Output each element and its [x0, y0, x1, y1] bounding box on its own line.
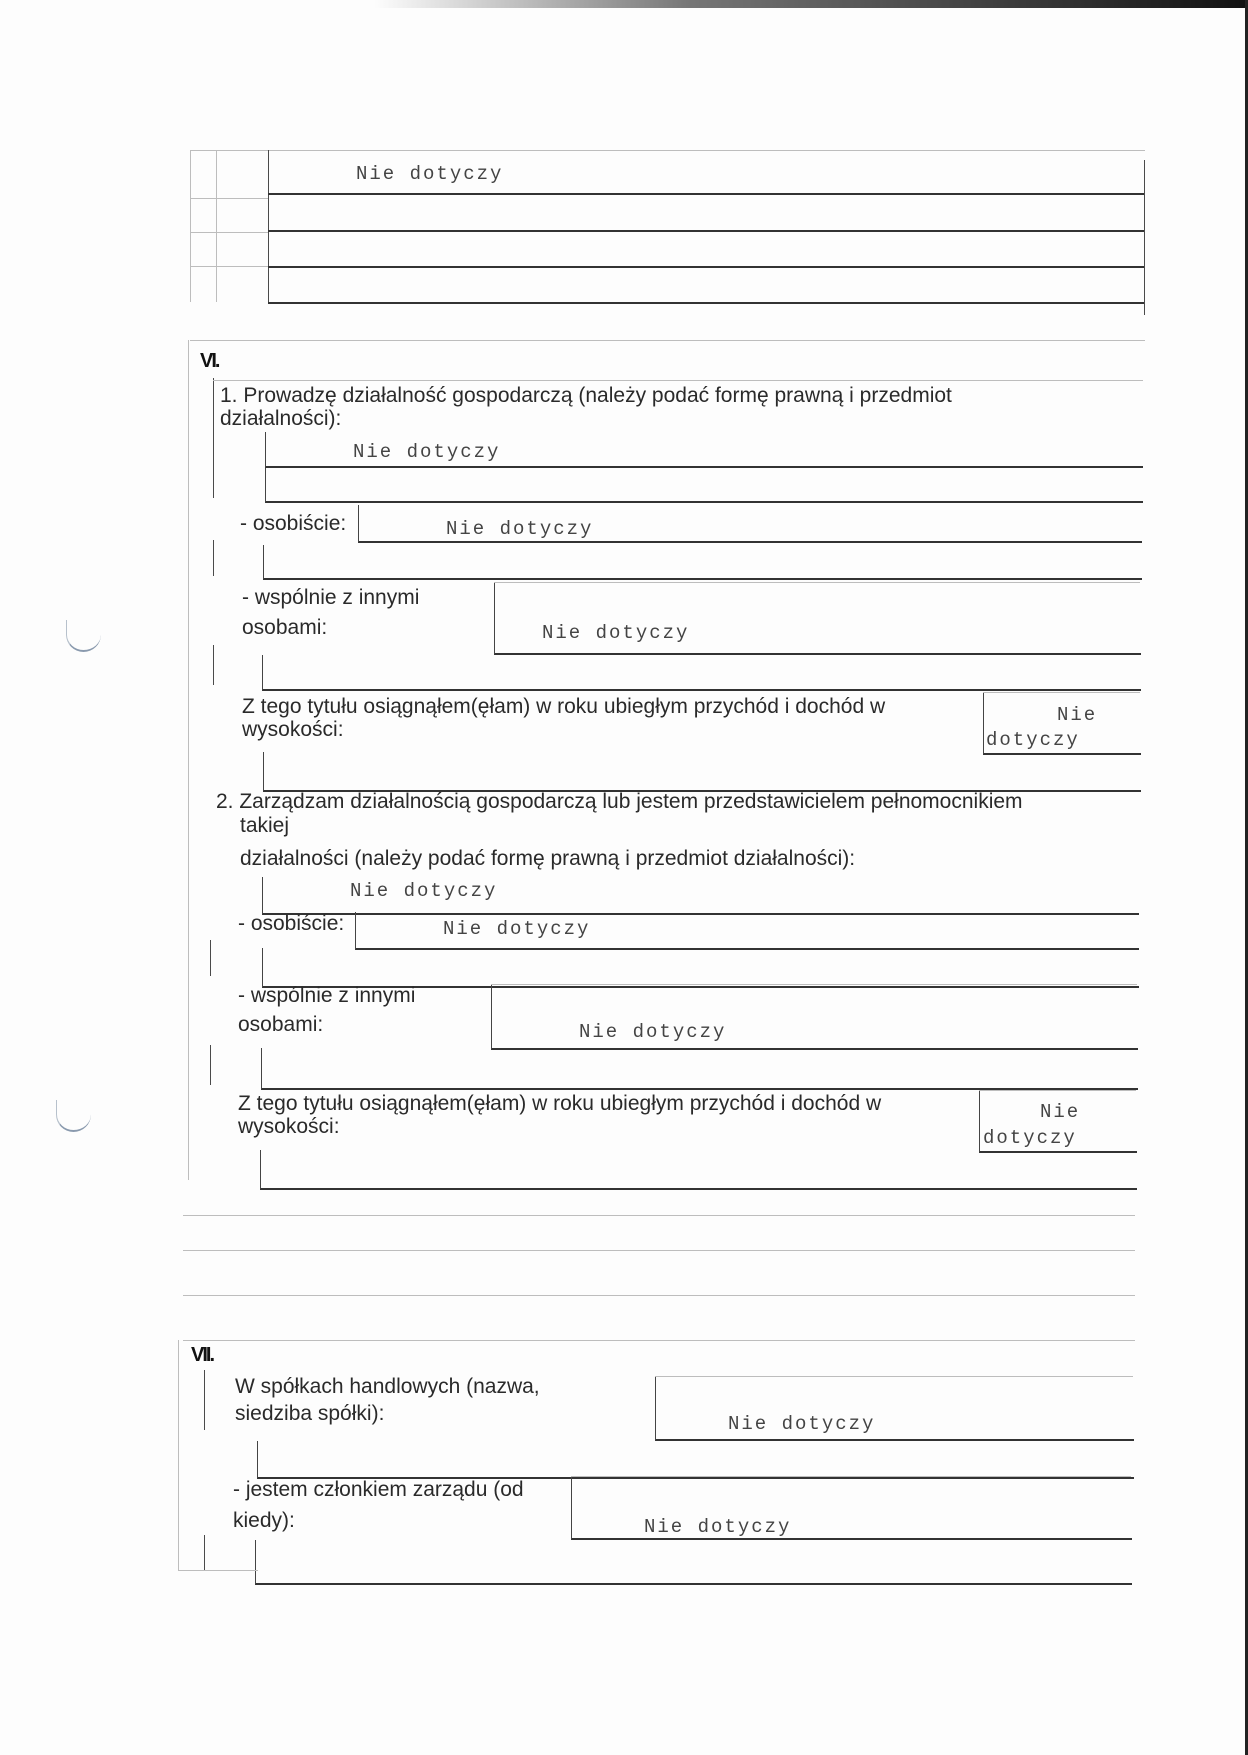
value-text: Nie dotyczy	[542, 622, 690, 644]
q1-income-label: Z tego tytułu osiągnąłem(ęłam) w roku ubiegłym przychód i dochód w	[242, 695, 886, 718]
q1-heading: 1. Prowadzę działalność gospodarczą (należy podać formę prawną i przedmiot	[220, 384, 952, 407]
spolki-extra-field	[257, 1441, 1134, 1479]
punch-hole	[56, 1100, 91, 1132]
q2-wspolnie-label: - wspólnie z innymi	[238, 984, 416, 1007]
value-text: Nie dotyczy	[356, 163, 504, 185]
q1-extra-field	[265, 468, 1143, 503]
zarzad-extra-field	[255, 1540, 1132, 1585]
value-text: Nie dotyczy	[350, 880, 498, 902]
q1-heading: działalności):	[220, 407, 342, 430]
value-text: Nie dotyczy	[446, 518, 594, 540]
q2-income-label: Z tego tytułu osiągnąłem(ęłam) w roku ubiegłym przychód i dochód w	[238, 1092, 882, 1115]
value-text: Nie dotyczy	[353, 441, 501, 463]
value-text: Nie	[1057, 704, 1098, 726]
q2-heading: takiej	[240, 814, 290, 837]
spolki-label: W spółkach handlowych (nazwa,	[235, 1375, 540, 1398]
value-text: Nie dotyczy	[644, 1516, 792, 1538]
zarzad-label: - jestem członkiem zarządu (od	[233, 1478, 524, 1501]
q1-extra-field	[263, 752, 1141, 792]
q2-heading: działalności (należy podać formę prawną i przedmiot działalności):	[240, 847, 856, 870]
q2-osobiscie-label: - osobiście:	[238, 912, 345, 935]
value-text: Nie dotyczy	[443, 918, 591, 940]
q1-osobiscie-label: - osobiście:	[240, 512, 347, 535]
value-text: Nie dotyczy	[579, 1021, 727, 1043]
q2-wspolnie-label: osobami:	[238, 1013, 324, 1036]
value-text: Nie dotyczy	[728, 1413, 876, 1435]
q1-wspolnie-label: - wspólnie z innymi	[242, 586, 420, 609]
q1-extra-field	[262, 655, 1141, 691]
spolki-field	[655, 1376, 1134, 1441]
value-text: dotyczy	[983, 1127, 1077, 1149]
q2-extra-field	[261, 1048, 1138, 1090]
scan-top-edge	[0, 0, 1248, 8]
section-number: VII.	[191, 1344, 214, 1366]
punch-hole	[66, 620, 101, 652]
q1-extra-field	[263, 545, 1142, 580]
zarzad-label: kiedy):	[233, 1509, 295, 1532]
q2-extra-field	[260, 1150, 1137, 1190]
value-text: Nie	[1040, 1101, 1081, 1123]
value-text: dotyczy	[986, 729, 1080, 751]
q1-wspolnie-field	[494, 582, 1141, 655]
section-number: VI.	[200, 350, 219, 372]
q1-income-label: wysokości:	[242, 718, 344, 741]
q2-income-label: wysokości:	[238, 1115, 340, 1138]
q2-heading: 2. Zarządzam działalnością gospodarczą lub jestem przedstawicielem pełnomocnikiem	[216, 790, 1023, 813]
q1-wspolnie-label: osobami:	[242, 616, 328, 639]
spolki-label: siedziba spółki):	[235, 1402, 385, 1425]
